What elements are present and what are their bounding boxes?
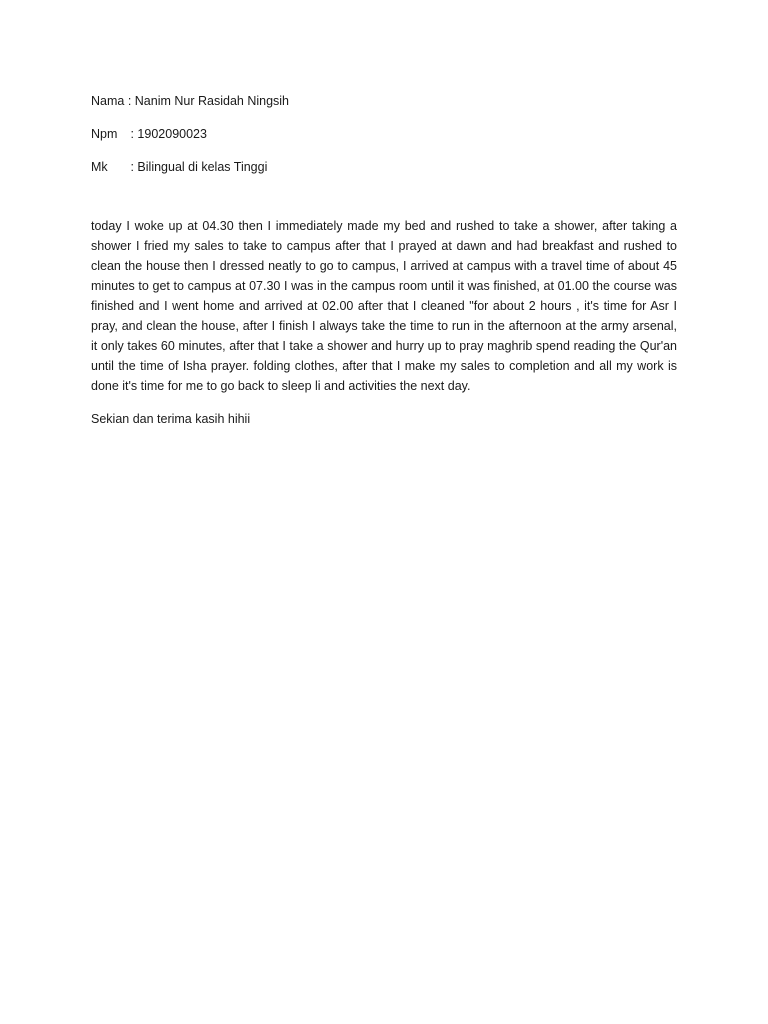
- mk-value: : Bilingual di kelas Tinggi: [130, 160, 268, 174]
- mk-line: [91, 159, 677, 176]
- document-page: [91, 93, 677, 442]
- body-paragraph: today I woke up at 04.30 then I immediately made my bed and rushed to take a shower, after taking a shower I fried my sales to take to campus after that I prayed at dawn and had breakfast and rushed to clean the house then I dressed neatly to go to campus, I arrived at campus with a travel time of about 45 minutes to get to campus at 07.30 I was in the campus room until it was finished, at 01.00 the course was finished and I went home and arrived at 02.00 after that I cleaned "for about 2 hours , it's time for Asr I pray, and clean the house, after I finish I always take the time to run in the afternoon at the army arsenal, it only takes 60 minutes, after that I take a shower and hurry up to pray maghrib spend reading the Qur'an until the time of Isha prayer. folding clothes, after that I make my sales to completion and all my work is done it's time for me to go back to sleep li and activities the next day.: [91, 219, 677, 393]
- npm-value: : 1902090023: [130, 127, 207, 141]
- mk-label: Mk: [91, 160, 108, 174]
- name-label: Nama: [91, 94, 125, 108]
- npm-label: Npm: [91, 127, 118, 141]
- npm-line: [91, 126, 677, 143]
- name-line: [91, 93, 677, 110]
- closing-line: Sekian dan terima kasih hihii: [91, 412, 251, 426]
- name-value: : Nanim Nur Rasidah Ningsih: [127, 94, 290, 108]
